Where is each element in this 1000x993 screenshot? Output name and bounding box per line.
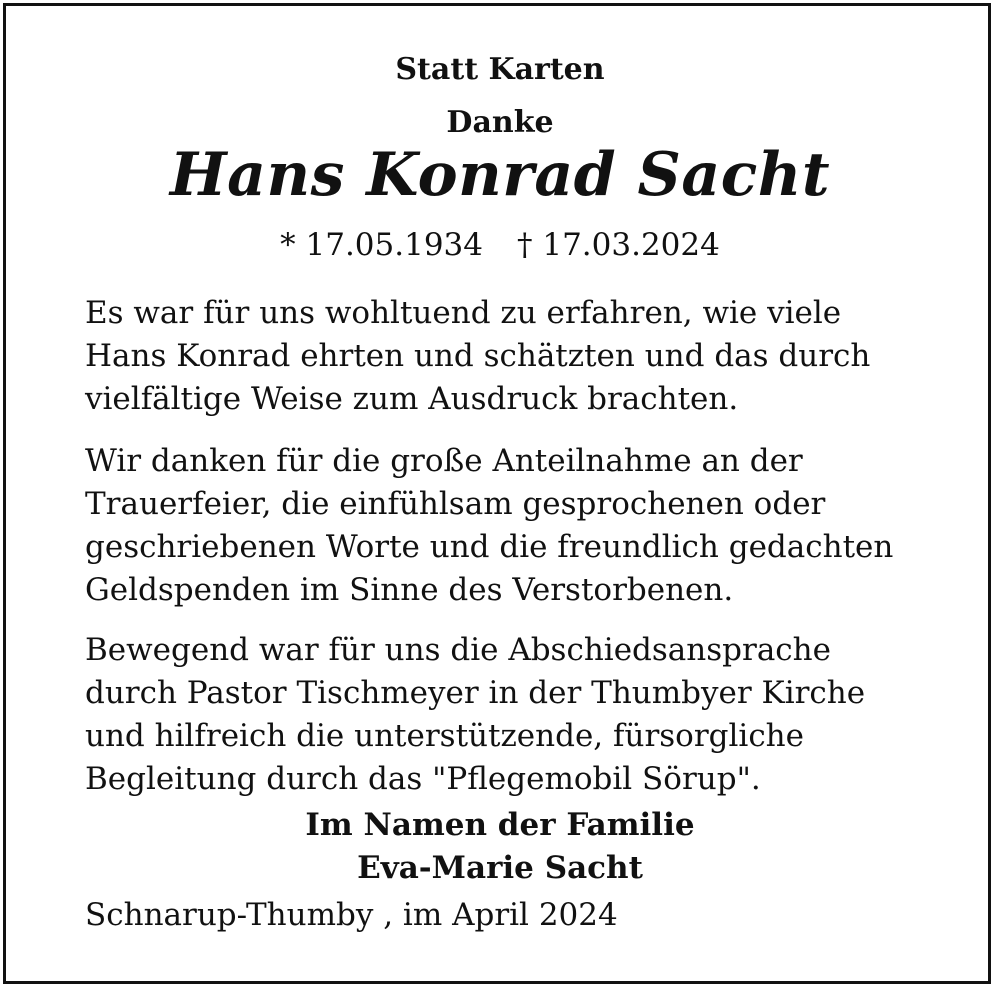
paragraph-line: geschriebenen Worte und die freundlich gedachten	[85, 529, 894, 565]
death-date: † 17.03.2024	[517, 227, 720, 263]
birth-date: * 17.05.1934	[280, 227, 483, 263]
paragraph-line: Geldspenden im Sinne des Verstorbenen.	[85, 572, 734, 608]
paragraph-3	[85, 629, 945, 801]
signature-family: Im Namen der Familie	[305, 807, 695, 843]
place-and-date: Schnarup-Thumby , im April 2024	[85, 897, 618, 933]
paragraph-line: Begleitung durch das "Pflegemobil Sörup".	[85, 761, 761, 797]
paragraph-line: Es war für uns wohltuend zu erfahren, wie viele	[85, 295, 842, 331]
paragraph-line: und hilfreich die unterstützende, fürsorgliche	[85, 718, 804, 754]
paragraph-line: Hans Konrad ehrten und schätzten und das durch	[85, 338, 871, 374]
statt-karten-heading: Statt Karten	[395, 52, 605, 87]
paragraph-line: vielfältige Weise zum Ausdruck brachten.	[85, 381, 739, 417]
deceased-name: Hans Konrad Sacht	[169, 140, 831, 210]
paragraph-line: durch Pastor Tischmeyer in der Thumbyer Kirche	[85, 675, 866, 711]
paragraph-2	[85, 440, 945, 612]
life-dates	[0, 227, 1000, 263]
danke-heading: Danke	[446, 105, 554, 140]
paragraph-line: Wir danken für die große Anteilnahme an der	[85, 443, 803, 479]
paragraph-1	[85, 292, 945, 421]
signature-name: Eva-Marie Sacht	[357, 850, 643, 886]
paragraph-line: Bewegend war für uns die Abschiedsansprache	[85, 632, 831, 668]
paragraph-line: Trauerfeier, die einfühlsam gesprochenen oder	[85, 486, 826, 522]
